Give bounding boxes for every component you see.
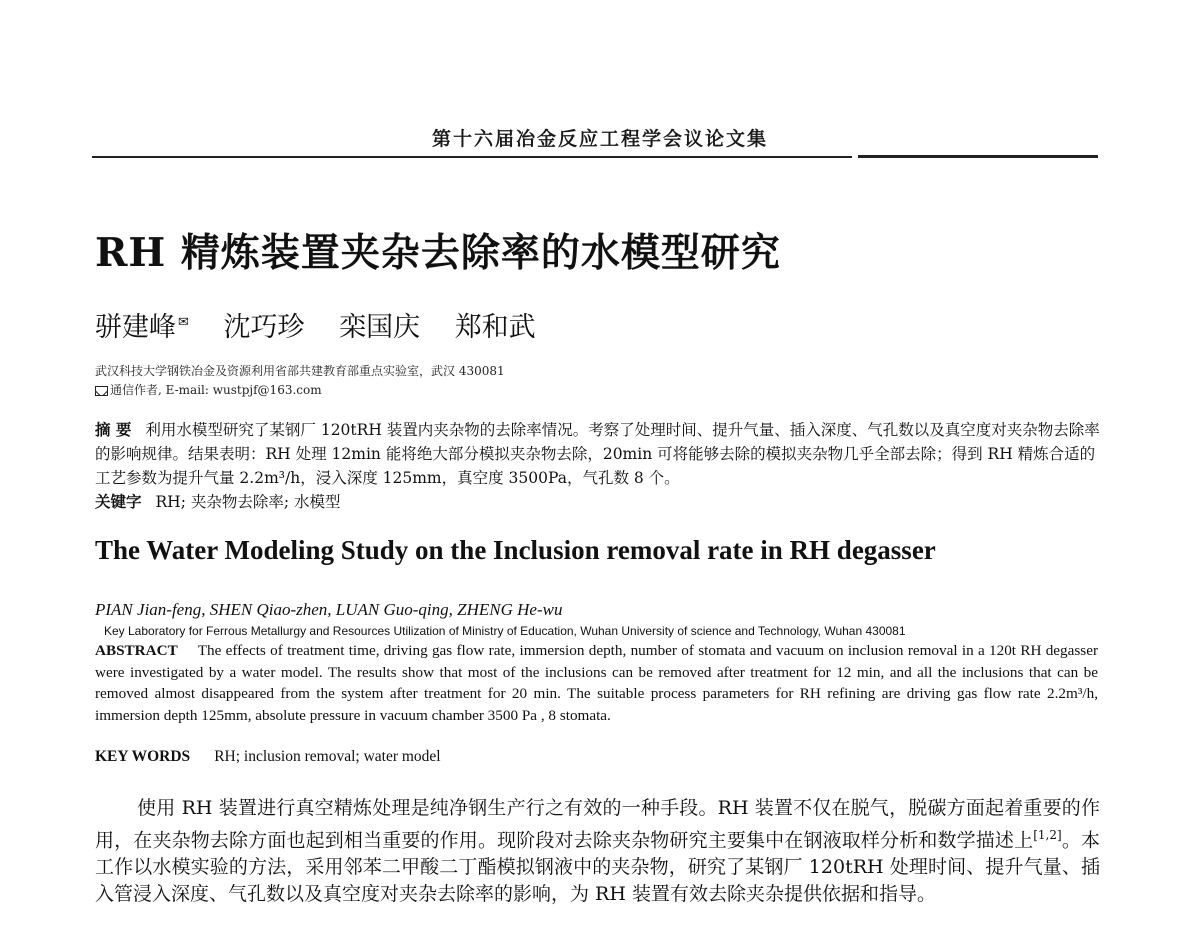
english-abstract-text: The effects of treatment time, driving gas flow rate, immersion depth, number of stomata and vacuum on inclusion removal in a 120t RH degasser were investigated by a water model. The results show that most of the inclusions can be removed after treatment for 12 min, and all the inclusions that can be removed almost disappeared from the system after treatment for 20 min. The suitable process parameters for RH refining are driving gas flow rate 2.2m³/h, immersion depth 125mm, absolute pressure in vacuum chamber 3500 Pa , 8 stomata. bbox=[95, 642, 1098, 724]
chinese-affiliation: 武汉科技大学钢铁冶金及资源利用省部共建教育部重点实验室，武汉 430081 bbox=[95, 364, 505, 378]
header-rule bbox=[92, 156, 852, 158]
corresponding-author: 通信作者, E-mail: wustpjf@163.com bbox=[95, 381, 505, 400]
citation-ref: [1,2] bbox=[1033, 828, 1062, 842]
author-3: 栾国庆 bbox=[339, 312, 421, 343]
introduction-paragraph: 使用 RH 装置进行真空精炼处理是纯净钢生产行之有效的一种手段。RH 装置不仅在脱气，脱碳方面起着重要的作用，在夹杂物去除方面也起到相当重要的作用。现阶段对去除夹杂物研究主要集中在钢液取样分析和数学描述上[1,2]。本工作以水模实验的方法，采用邻苯二甲酸二丁酯模拟钢液中的夹杂物，研究了某钢厂 120tRH 处理时间、提升气量、插入管浸入深度、气孔数以及真空度对夹杂去除率的影响，为 RH 装置有效去除夹杂提供依据和指导。 bbox=[95, 797, 1100, 906]
english-title: The Water Modeling Study on the Inclusion removal rate in RH degasser bbox=[95, 535, 936, 565]
english-abstract-label: ABSTRACT bbox=[95, 642, 178, 659]
english-keywords-label: KEY WORDS bbox=[95, 748, 191, 765]
english-affiliation: Key Laboratory for Ferrous Metallurgy and Resources Utilization of Ministry of Education, Wuhan University of science and Technology, Wuhan 430081 bbox=[104, 624, 906, 638]
author-2: 沈巧珍 bbox=[223, 312, 305, 343]
chinese-abstract bbox=[95, 418, 1100, 514]
author-1: 骈建峰 ✉ bbox=[95, 312, 189, 343]
chinese-abstract-text: 利用水模型研究了某钢厂 120tRH 装置内夹杂物的去除率情况。考察了处理时间、提升气量、插入深度、气孔数以及真空度对夹杂物去除率的影响规律。结果表明：RH 处理 12min 能将绝大部分模拟夹杂物去除，20min 可将能够去除的模拟夹杂物几乎全部去除；得到 RH 精炼合适的工艺参数为提升气量 2.2m³/h，浸入深度 125mm，真空度 3500Pa，气孔数 8 个。 bbox=[95, 421, 1100, 487]
chinese-affiliation-block bbox=[95, 362, 505, 400]
chinese-authors bbox=[95, 305, 562, 344]
envelope-icon bbox=[95, 386, 108, 396]
proceedings-title: 第十六届冶金反应工程学会议论文集 bbox=[431, 128, 768, 150]
header-rule-thick bbox=[858, 155, 1098, 158]
english-authors: PIAN Jian-feng, SHEN Qiao-zhen, LUAN Guo-qing, ZHENG He-wu bbox=[95, 600, 563, 619]
author-4: 郑和武 bbox=[454, 312, 536, 343]
english-keywords: RH; inclusion removal; water model bbox=[214, 748, 441, 765]
chinese-keywords: RH; 夹杂物去除率; 水模型 bbox=[155, 493, 341, 511]
english-abstract bbox=[95, 640, 1098, 726]
chinese-title: RH 精炼装置夹杂去除率的水模型研究 bbox=[95, 230, 781, 276]
chinese-abstract-label: 摘 要 bbox=[95, 420, 132, 439]
english-keywords-line bbox=[95, 748, 441, 766]
chinese-keywords-label: 关键字 bbox=[95, 492, 142, 511]
mail-mark-icon: ✉ bbox=[178, 315, 189, 330]
